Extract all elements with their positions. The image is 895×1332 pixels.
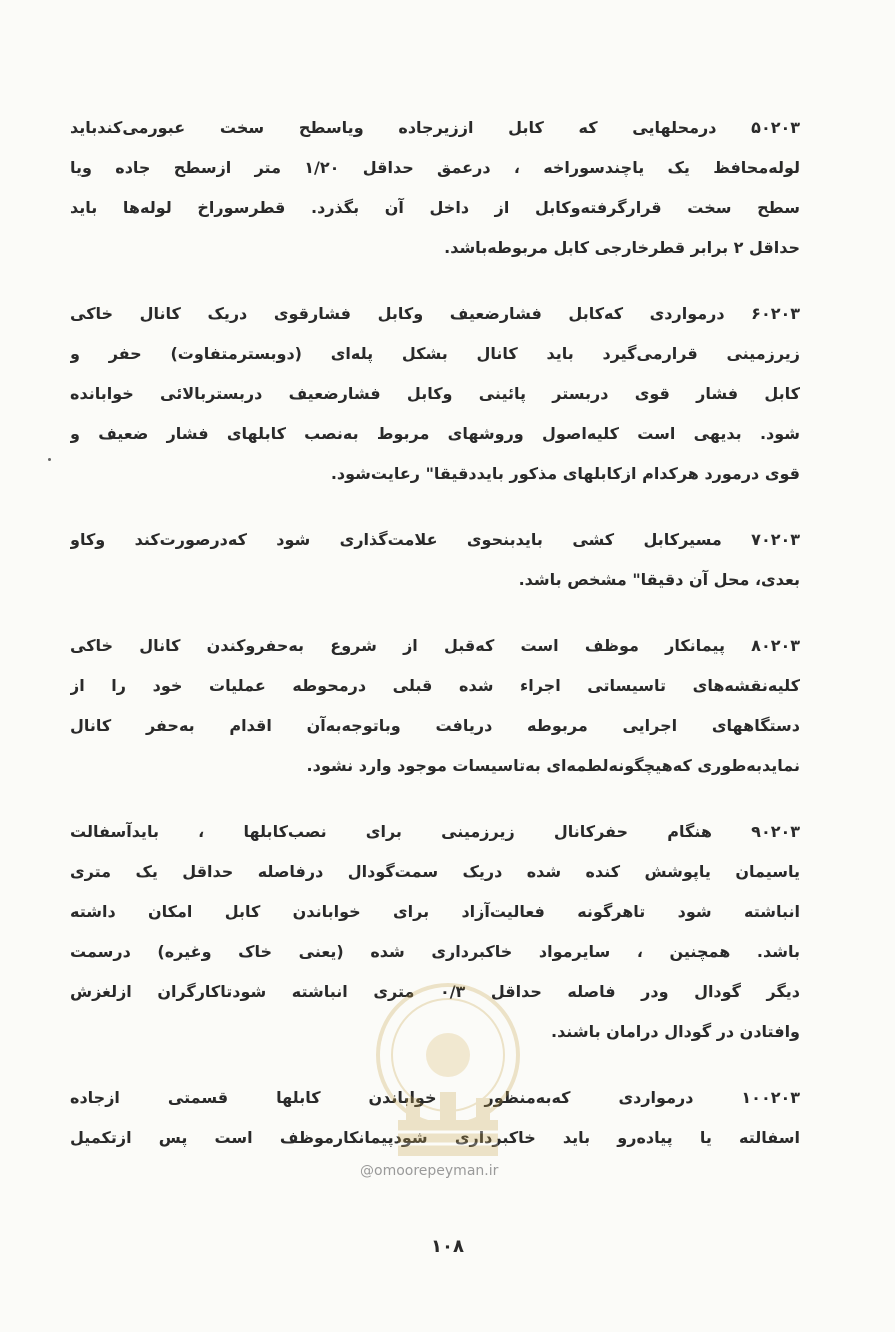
text-line: نمایدبه‌طوری که‌هیچگونه‌لطمه‌ای به‌تاسیسات موجود وارد نشود. — [306, 756, 800, 775]
paragraph-80203 — [70, 626, 800, 786]
text-line: لوله‌محافظ یک یاچندسوراخه ، درعمق حداقل ۱/۲۰ متر ازسطح جاده ویا — [70, 158, 800, 177]
text-line: ۱۰۰۲۰۳ درمواردی که‌به‌منظور خواباندن کابلها قسمتی ازجاده — [70, 1088, 800, 1107]
document-body — [70, 108, 800, 1184]
text-line: سطح سخت قرارگرفته‌وکابل از داخل آن بگذرد. قطرسوراخ لوله‌ها باید — [70, 198, 800, 217]
paragraph-50203 — [70, 108, 800, 268]
text-line: دیگر گودال ودر فاصله حداقل ۰/۳ متری انباشته شودتاکارگران ازلغزش — [70, 982, 800, 1001]
text-line: ۹۰۲۰۳ هنگام حفرکانال زیرزمینی برای نصب‌کابلها ، بایدآسفالت — [70, 822, 800, 841]
page-number: ۱۰۸ — [431, 1236, 464, 1257]
text-line: ۶۰۲۰۳ درمواردی که‌کابل فشارضعیف وکابل فشارقوی دریک کانال خاکی — [70, 304, 800, 323]
text-line: شود. بدیهی است کلیه‌اصول وروشهای مربوط به‌نصب کابلهای فشار ضعیف و — [70, 424, 800, 443]
text-line: کلیه‌نقشه‌های تاسیساتی اجراء شده قبلی درمحوطه عملیات خود را از — [70, 676, 800, 695]
text-line: ۸۰۲۰۳ پیمانکار موظف است که‌قبل از شروع به‌حفروکندن کانال خاکی — [70, 636, 800, 655]
text-line: انباشته شود تاهرگونه فعالیت‌آزاد برای خواباندن کابل امکان داشته — [70, 902, 800, 921]
text-line: حداقل ۲ برابر قطرخارجی کابل مربوطه‌باشد. — [444, 238, 800, 257]
scan-speck — [48, 458, 51, 461]
text-line: ۵۰۲۰۳ درمحلهایی که کابل اززیرجاده ویاسطح سخت عبورمی‌کندباید — [70, 118, 800, 137]
paragraph-100203 — [70, 1078, 800, 1158]
paragraph-60203 — [70, 294, 800, 494]
text-line: ۷۰۲۰۳ مسیرکابل کشی بایدبنحوی علامت‌گذاری شود که‌درصورت‌کند وکاو — [70, 530, 800, 549]
text-line: بعدی، محل آن دقیقا" مشخص باشد. — [518, 570, 800, 589]
paragraph-70203 — [70, 520, 800, 600]
text-line: یاسیمان یاپوشش کنده شده دریک سمت‌گودال درفاصله حداقل یک متری — [70, 862, 800, 881]
text-line: اسفالته یا پیاده‌رو باید خاکبرداری شودپیمانکارموظف است پس ازتکمیل — [70, 1128, 800, 1147]
text-line: قوی درمورد هرکدام ازکابلهای مذکور بایددقیقا" رعایت‌شود. — [330, 464, 800, 483]
text-line: دستگاههای اجرایی مربوطه دریافت وباتوجه‌به‌آن اقدام به‌حفر کانال — [70, 716, 800, 735]
text-line: زیرزمینی قرارمی‌گیرد باید کانال بشکل پله‌ای (دوبسترمتفاوت) حفر و — [70, 344, 800, 363]
text-line: وافتادن در گودال درامان باشند. — [550, 1022, 800, 1041]
watermark-url: @omoorepeyman.ir — [360, 1163, 499, 1179]
paragraph-90203 — [70, 812, 800, 1052]
text-line: باشد. همچنین ، سایرمواد خاکبرداری شده (یعنی خاک وغیره) درسمت — [70, 942, 800, 961]
text-line: کابل فشار قوی دربستر پائینی وکابل فشارضعیف دربستربالائی خوابانده — [70, 384, 800, 403]
